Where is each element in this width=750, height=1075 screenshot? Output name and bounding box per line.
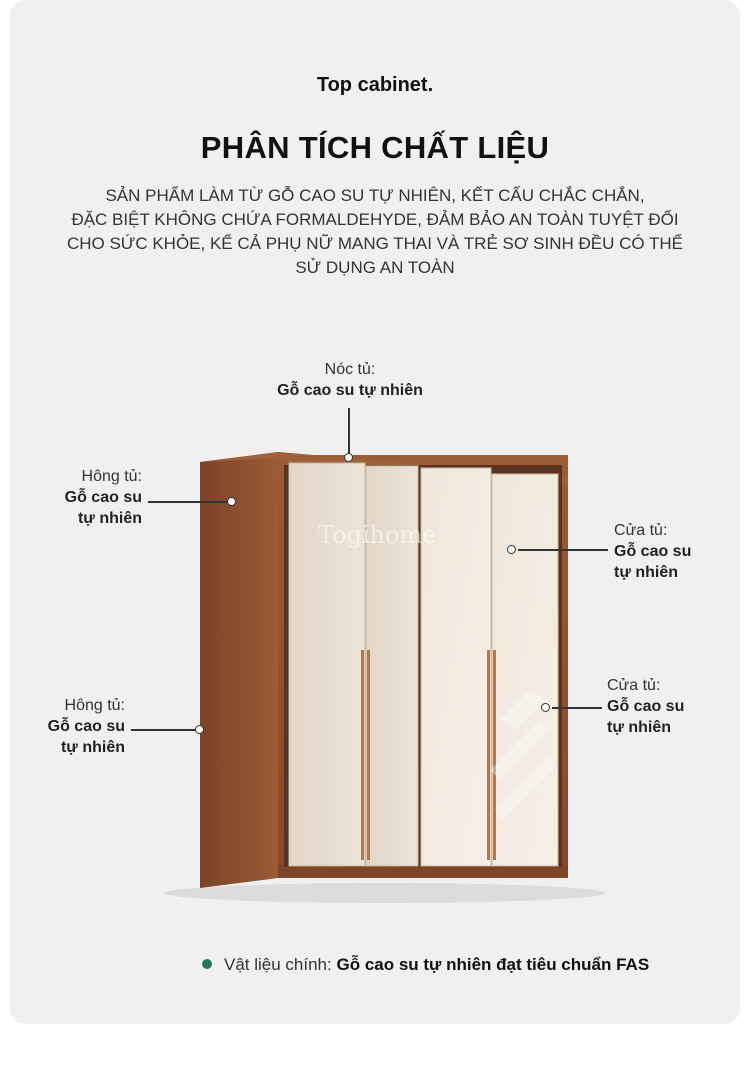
callout-key: Cửa tủ:: [607, 677, 661, 694]
callout-key: Hông tủ:: [64, 697, 125, 714]
brand-heading: Top cabinet.: [316, 74, 434, 96]
page-title: PHÂN TÍCH CHẤT LIỆU: [200, 130, 550, 165]
callout-marker-side-upper: [227, 497, 236, 506]
main-material-value: Gỗ cao su tự nhiên đạt tiêu chuẩn FAS: [336, 955, 650, 974]
callout-marker-door-lower: [541, 703, 550, 712]
callout-value: tự nhiên: [614, 564, 679, 581]
watermark-logo: Togihome: [318, 521, 437, 549]
callout-key: Nóc tủ:: [324, 361, 376, 378]
callout-value: tự nhiên: [607, 719, 672, 736]
callout-value: Gỗ cao su: [64, 489, 142, 506]
description-line: SẢN PHẨM LÀM TỪ GỖ CAO SU TỰ NHIÊN, KẾT CẤU CHẮC CHẮN,: [105, 186, 645, 205]
callout-top: [250, 359, 450, 401]
callout-marker-top: [344, 453, 353, 462]
callout-value: Gỗ cao su tự nhiên: [277, 382, 423, 399]
callout-value: tự nhiên: [60, 739, 125, 756]
callout-value: Gỗ cao su: [47, 718, 125, 735]
callout-leader-side-upper: [148, 501, 228, 503]
floor-shadow: [165, 883, 605, 903]
callout-side-lower: [12, 695, 125, 758]
door-handle: [361, 650, 364, 860]
callout-value: Gỗ cao su: [607, 698, 685, 715]
callout-key: Cửa tủ:: [614, 522, 668, 539]
callout-leader-side-lower: [131, 729, 197, 731]
door-handle: [487, 650, 490, 860]
callout-door-lower: [607, 675, 727, 738]
description-line: CHO SỨC KHỎE, KỂ CẢ PHỤ NỮ MANG THAI VÀ TRẺ SƠ SINH ĐỀU CÓ THỂ: [66, 234, 684, 253]
callout-door-upper: [614, 520, 734, 583]
callout-side-upper: [30, 466, 142, 529]
description-line: ĐẶC BIỆT KHÔNG CHỨA FORMALDEHYDE, ĐẢM BẢO AN TOÀN TUYỆT ĐỐI: [71, 210, 679, 229]
callout-leader-door-upper: [518, 549, 608, 551]
callout-leader-door-lower: [552, 707, 602, 709]
door-handle: [367, 650, 370, 860]
callout-value: tự nhiên: [77, 510, 142, 527]
callout-marker-door-upper: [507, 545, 516, 554]
main-material-note: [202, 955, 649, 975]
door-handle: [493, 650, 496, 860]
description-line: SỬ DỤNG AN TOÀN: [295, 258, 455, 277]
bullet-icon: [202, 959, 212, 969]
callout-marker-side-lower: [195, 725, 204, 734]
side-panel: [200, 452, 278, 888]
callout-leader-top: [348, 408, 350, 455]
callout-value: Gỗ cao su: [614, 543, 692, 560]
callout-key: Hông tủ:: [81, 468, 142, 485]
main-material-label: Vật liệu chính:: [224, 955, 332, 974]
